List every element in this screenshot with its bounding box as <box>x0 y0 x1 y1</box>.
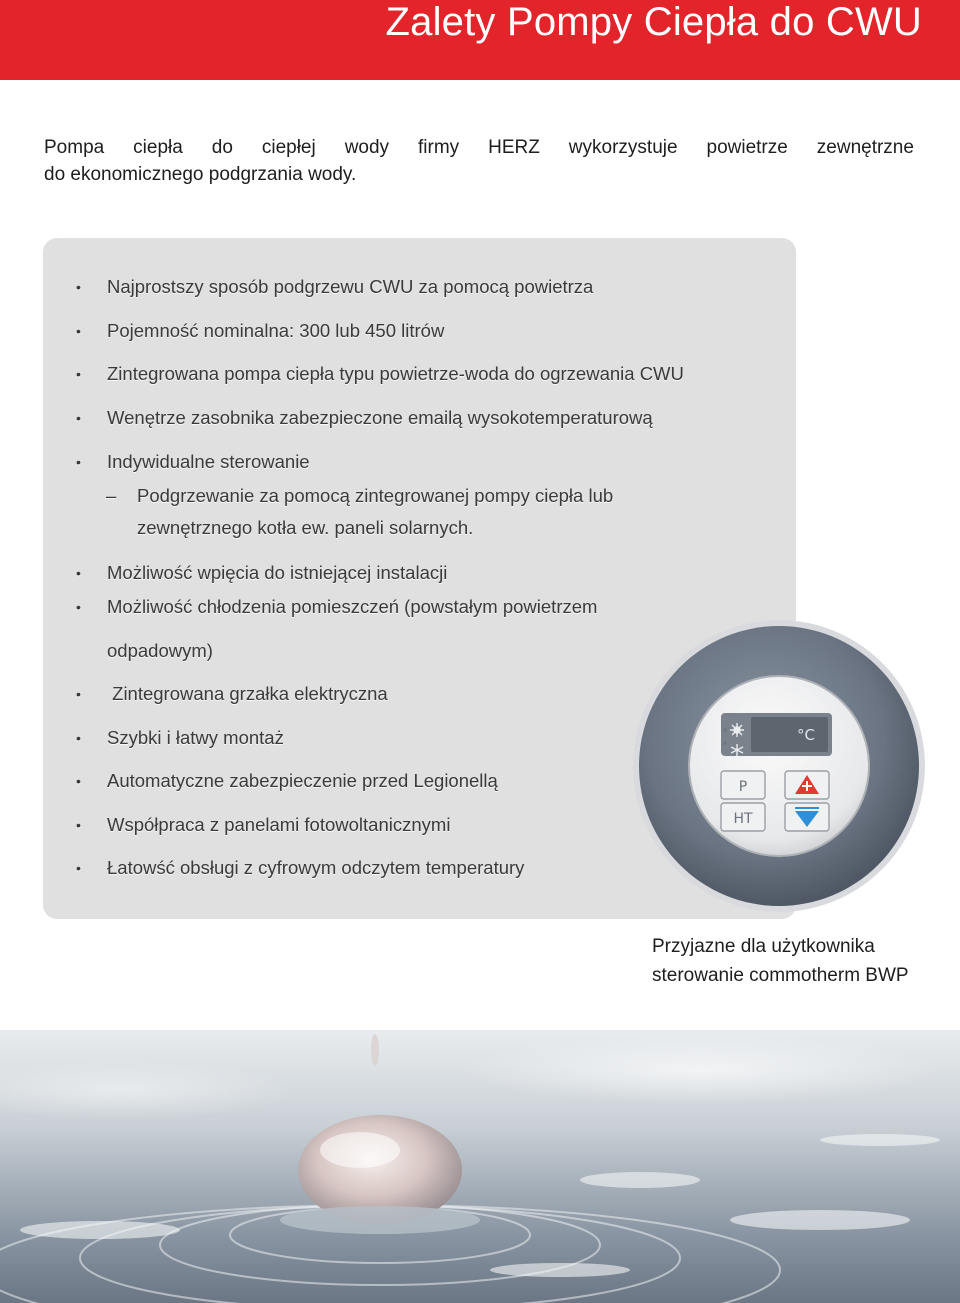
intro-word: ciepła <box>133 137 183 158</box>
bullet-icon: • <box>76 410 81 426</box>
controller-photo <box>633 620 925 912</box>
led-indicator <box>723 728 727 732</box>
feature-text: Możliwość wpięcia do istniejącej instalacji <box>107 562 448 583</box>
bullet-icon: • <box>76 565 81 581</box>
sun-icon <box>730 723 744 737</box>
unit-label: °C <box>797 726 815 744</box>
caption-line-1: Przyjazne dla użytkownika <box>652 936 875 957</box>
feature-text: Współpraca z panelami fotowoltanicznymi <box>107 814 451 835</box>
intro-word: ciepłej <box>261 137 316 158</box>
intro-word: wody <box>344 137 390 158</box>
sub-item-text: Podgrzewanie za pomocą zintegrowanej pompy ciepła lub <box>137 485 614 506</box>
feature-text: Indywidualne sterowanie <box>107 451 310 472</box>
caption-line-2: sterowanie commotherm BWP <box>652 965 909 986</box>
feature-text: Łatowść obsługi z cyfrowym odczytem temperatury <box>107 857 525 878</box>
control-face <box>689 676 869 856</box>
feature-text: Automatyczne zabezpieczenie przed Legionellą <box>107 770 498 791</box>
controller-caption <box>652 932 909 990</box>
bullet-icon: • <box>76 323 81 339</box>
feature-text: Pojemność nominalna: 300 lub 450 litrów <box>107 320 445 341</box>
feature-text: odpadowym) <box>107 640 213 661</box>
feature-text: Możliwość chłodzenia pomieszczeń (powstałym powietrzem <box>107 596 598 617</box>
header-bar <box>0 0 960 80</box>
intro-line-1 <box>44 134 914 161</box>
bullet-icon: • <box>76 773 81 789</box>
page-title: Zalety Pompy Ciepła do CWU <box>385 0 922 44</box>
water-drop-photo <box>0 1030 960 1303</box>
bullet-icon: • <box>76 279 81 295</box>
sub-item-text: zewnętrznego kotła ew. paneli solarnych. <box>137 517 474 538</box>
intro-word: HERZ <box>488 137 540 158</box>
p-button-label: P <box>738 779 748 795</box>
intro-line-2: do ekonomicznego podgrzania wody. <box>44 164 357 185</box>
controller-illustration <box>633 620 925 912</box>
ht-button-label: HT <box>733 811 753 827</box>
intro-word: do <box>211 137 233 158</box>
led-indicator <box>723 741 727 745</box>
intro-paragraph <box>44 134 914 188</box>
feature-text: Szybki i łatwy montaż <box>107 727 284 748</box>
feature-text: Najprostszy sposób podgrzewu CWU za pomocą powietrza <box>107 276 594 297</box>
display-screen <box>751 717 828 752</box>
dash-icon: – <box>106 485 117 506</box>
bullet-icon: • <box>76 817 81 833</box>
bullet-icon: • <box>76 366 81 382</box>
bullet-icon: • <box>76 730 81 746</box>
intro-word: Pompa <box>44 137 105 158</box>
intro-word: powietrze <box>706 137 788 158</box>
feature-text: Zintegrowana pompa ciepła typu powietrze-woda do ogrzewania CWU <box>107 363 684 384</box>
feature-text: Zintegrowana grzałka elektryczna <box>107 683 388 704</box>
bullet-icon: • <box>76 860 81 876</box>
bullet-icon: • <box>76 599 81 615</box>
water-drop-illustration <box>0 1030 960 1303</box>
intro-word: wykorzystuje <box>568 137 678 158</box>
intro-word: firmy <box>418 137 460 158</box>
bullet-icon: • <box>76 686 81 702</box>
feature-text: Wenętrze zasobnika zabezpieczone emailą wysokotemperaturową <box>107 407 653 428</box>
intro-word: zewnętrzne <box>816 137 914 158</box>
bullet-icon: • <box>76 454 81 470</box>
